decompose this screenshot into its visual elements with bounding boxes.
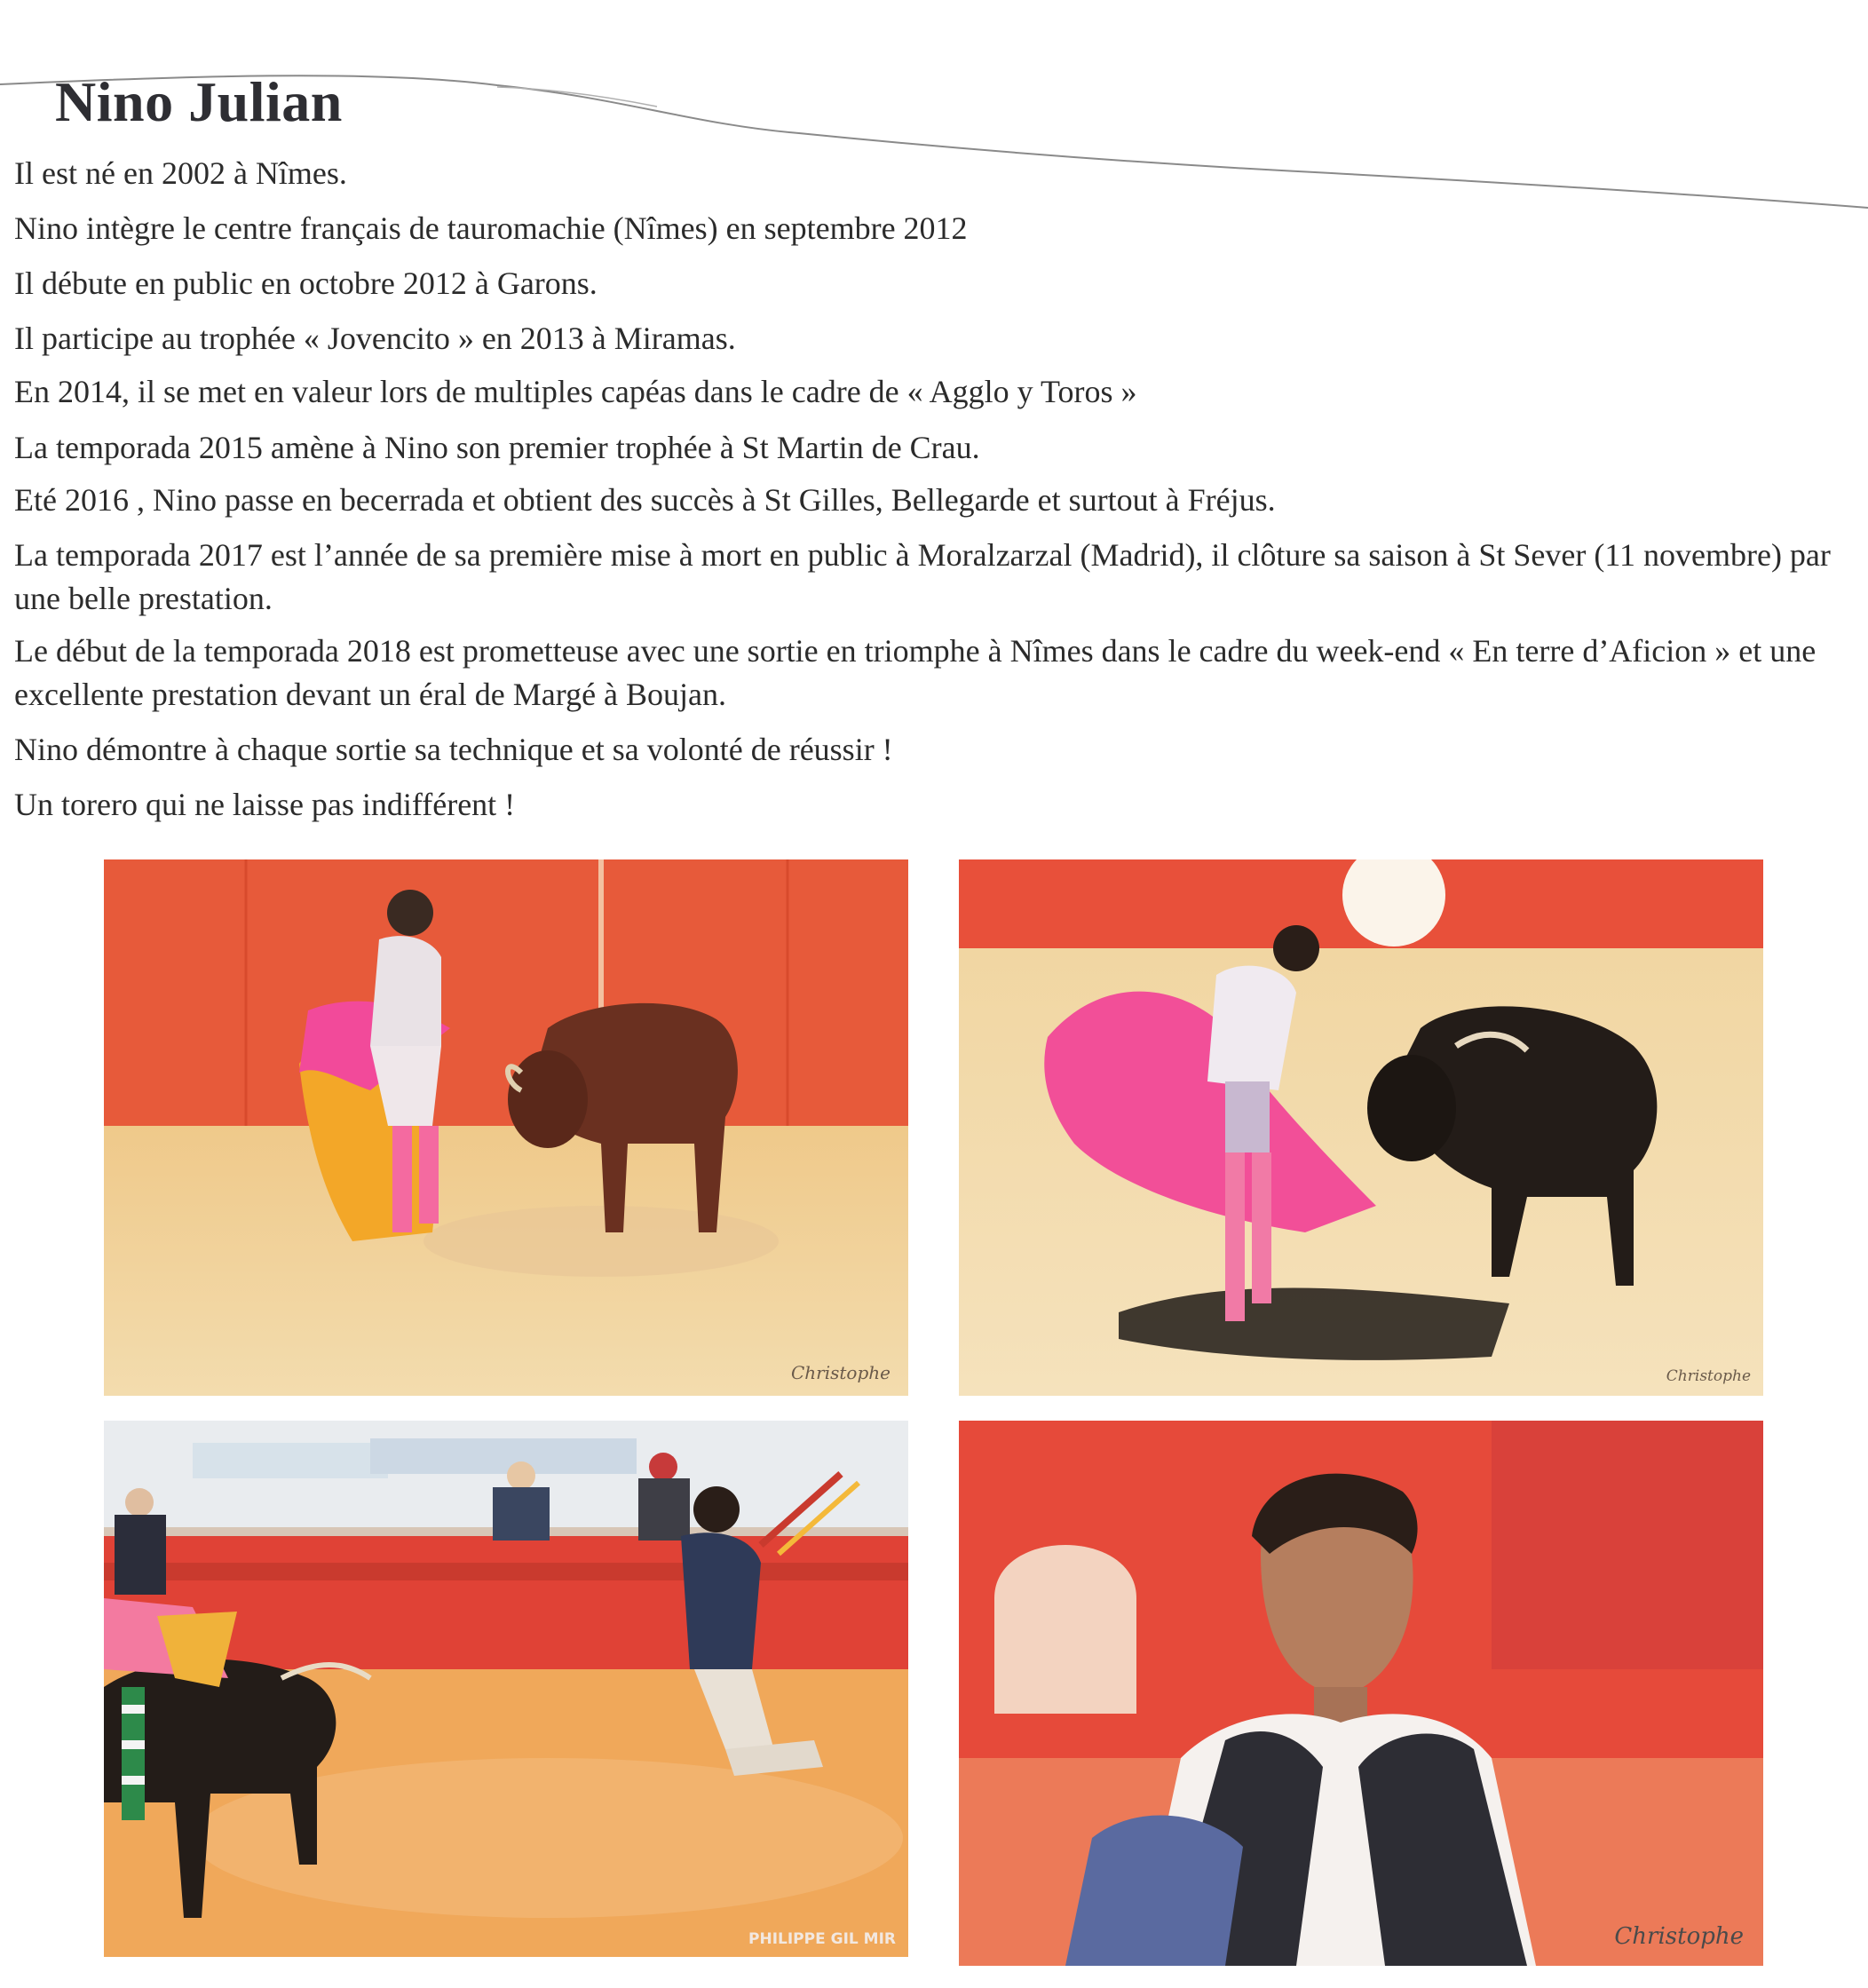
photo-credit: PHILIPPE GIL MIR [748, 1930, 896, 1948]
photo-credit: Christophe [1666, 1367, 1751, 1385]
photo-credit: Christophe [1614, 1923, 1744, 1950]
bio-paragraph: Le début de la temporada 2018 est prometteuse avec une sortie en triomphe à Nîmes dans le cadre du week-end « En terre d’Aficion » et une excellente prestation devant un éral de Margé à Boujan. [14, 633, 1817, 712]
bio-paragraph: Il participe au trophée « Jovencito » en 2013 à Miramas. [14, 321, 736, 356]
bio-paragraph: Eté 2016 , Nino passe en becerrada et obtient des succès à St Gilles, Bellegarde et surtout à Fréjus. [14, 482, 1276, 518]
page-title: Nino Julian [55, 70, 343, 133]
bio-paragraph: Nino démontre à chaque sortie sa technique et sa volonté de réussir ! [14, 732, 893, 767]
photo-portrait [959, 1421, 1763, 1966]
photo-credit: Christophe [790, 1362, 890, 1383]
photo-muleta-pass [959, 859, 1763, 1396]
bio-paragraph: Il débute en public en octobre 2012 à Garons. [14, 265, 598, 301]
bio-paragraph: Nino intègre le centre français de tauromachie (Nîmes) en septembre 2012 [14, 210, 968, 246]
bio-paragraph: Un torero qui ne laisse pas indifférent ! [14, 787, 516, 822]
bio-paragraph: La temporada 2015 amène à Nino son premier trophée à St Martin de Crau. [14, 430, 980, 465]
bio-paragraph: En 2014, il se met en valeur lors de multiples capéas dans le cadre de « Agglo y Toros » [14, 374, 1137, 409]
bio-paragraph: Il est né en 2002 à Nîmes. [14, 155, 347, 191]
bio-paragraph: La temporada 2017 est l’année de sa première mise à mort en public à Moralzarzal (Madrid), il clôture sa saison à St Sever (11 novembre) par une belle prestation. [14, 537, 1831, 616]
photo-capote-pass [104, 859, 908, 1396]
photo-banderillas [104, 1421, 908, 1957]
